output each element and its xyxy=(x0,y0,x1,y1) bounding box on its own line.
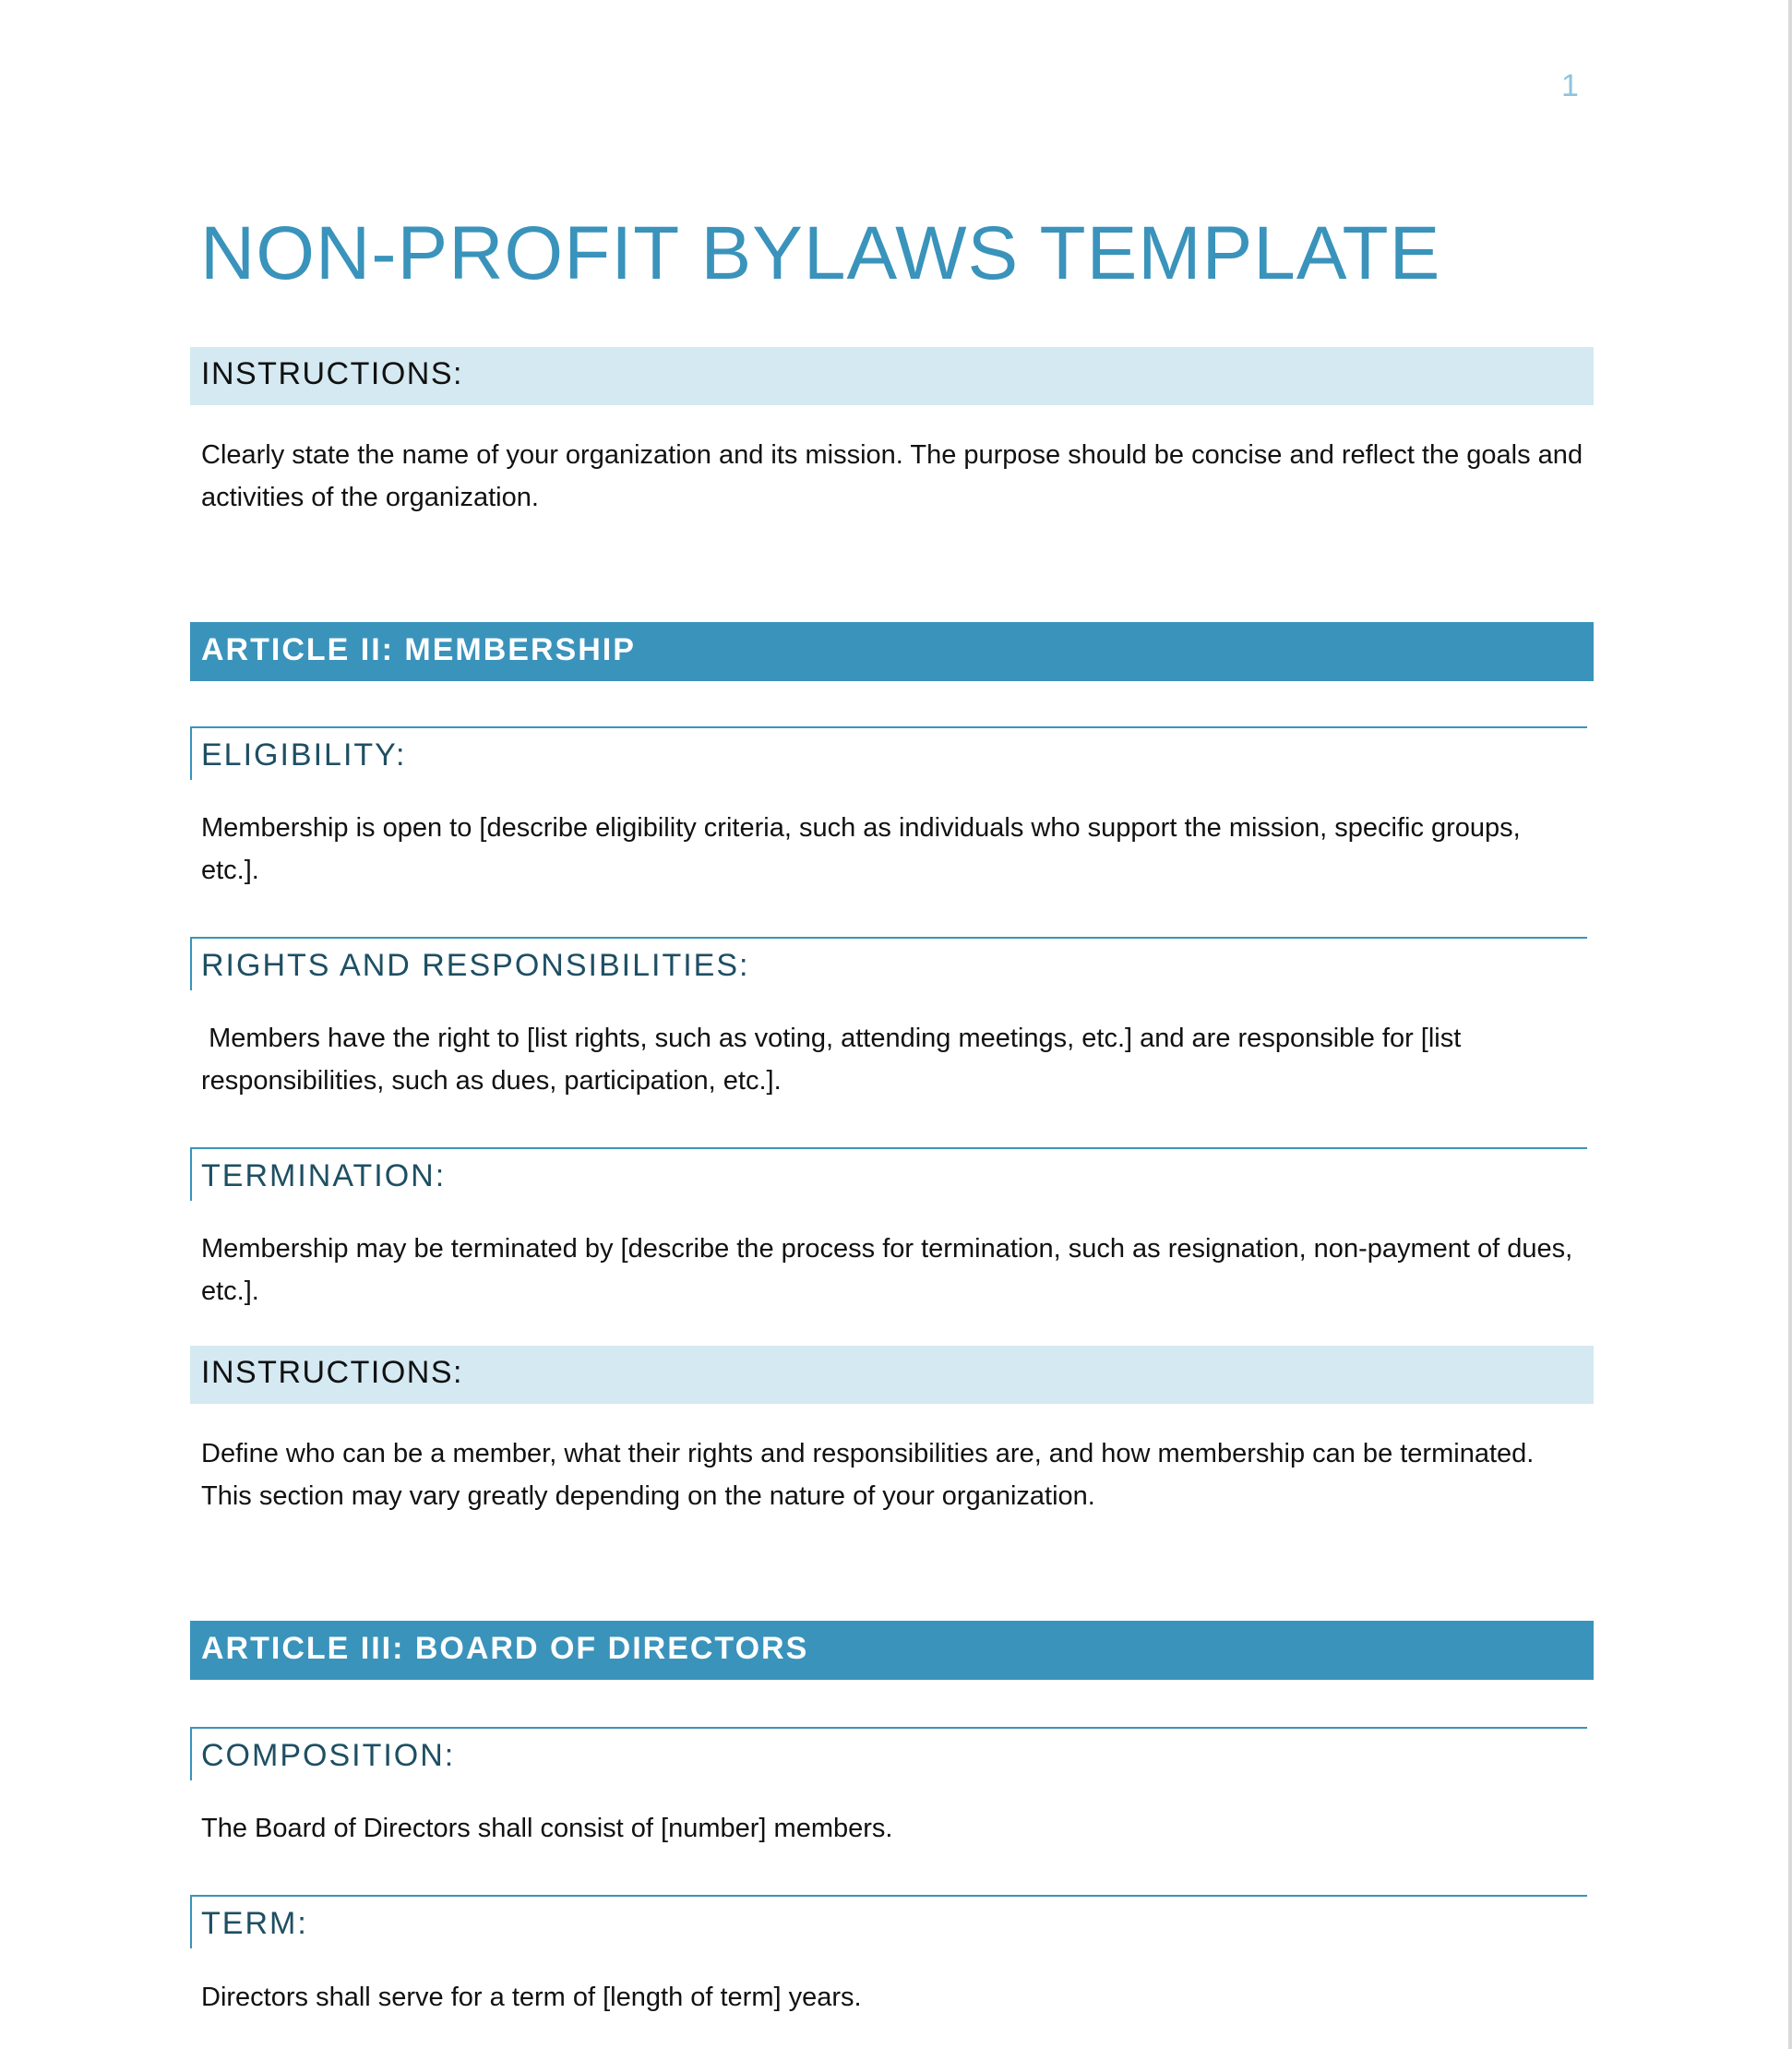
page-number: 1 xyxy=(1561,68,1579,103)
article-3-banner xyxy=(190,1621,1594,1680)
instructions-banner-2 xyxy=(190,1346,1594,1404)
eligibility-label: ELIGIBILITY: xyxy=(201,737,407,773)
termination-heading xyxy=(190,1147,1587,1201)
article-2-heading: ARTICLE II: MEMBERSHIP xyxy=(201,632,636,667)
termination-label: TERMINATION: xyxy=(201,1158,447,1193)
rights-text: Members have the right to [list rights, such as voting, attending meetings, etc.] and are responsible for [list responsibilities, such as dues, participation, etc.]. xyxy=(201,1024,1469,1096)
instructions-label-2: INSTRUCTIONS: xyxy=(201,1355,463,1390)
term-heading xyxy=(190,1895,1587,1948)
term-text: Directors shall serve for a term of [length of term] years. xyxy=(201,1983,862,2012)
article-3-heading: ARTICLE III: BOARD OF DIRECTORS xyxy=(201,1631,809,1666)
composition-text: The Board of Directors shall consist of [number] members. xyxy=(201,1814,893,1843)
composition-label: COMPOSITION: xyxy=(201,1738,456,1773)
article-2-banner xyxy=(190,622,1594,681)
page-edge xyxy=(1788,0,1792,2049)
rights-label: RIGHTS AND RESPONSIBILITIES: xyxy=(201,948,750,983)
instructions-label: INSTRUCTIONS: xyxy=(201,356,463,391)
eligibility-heading xyxy=(190,726,1587,780)
instructions-text: Clearly state the name of your organization and its mission. The purpose should be concise and reflect the goals and activities of the organization. xyxy=(201,440,1583,512)
composition-heading xyxy=(190,1727,1587,1780)
instructions-text-2: Define who can be a member, what their rights and responsibilities are, and how membership can be terminated. This section may vary greatly depending on the nature of your organization. xyxy=(201,1439,1535,1511)
document-title: NON-PROFIT BYLAWS TEMPLATE xyxy=(200,211,1441,295)
termination-text: Membership may be terminated by [describe the process for termination, such as resignation, non-payment of dues, etc.]. xyxy=(201,1234,1573,1306)
eligibility-text: Membership is open to [describe eligibility criteria, such as individuals who support the mission, specific groups, etc.]. xyxy=(201,813,1521,885)
rights-heading xyxy=(190,937,1587,990)
term-label: TERM: xyxy=(201,1906,308,1941)
instructions-banner xyxy=(190,347,1594,405)
